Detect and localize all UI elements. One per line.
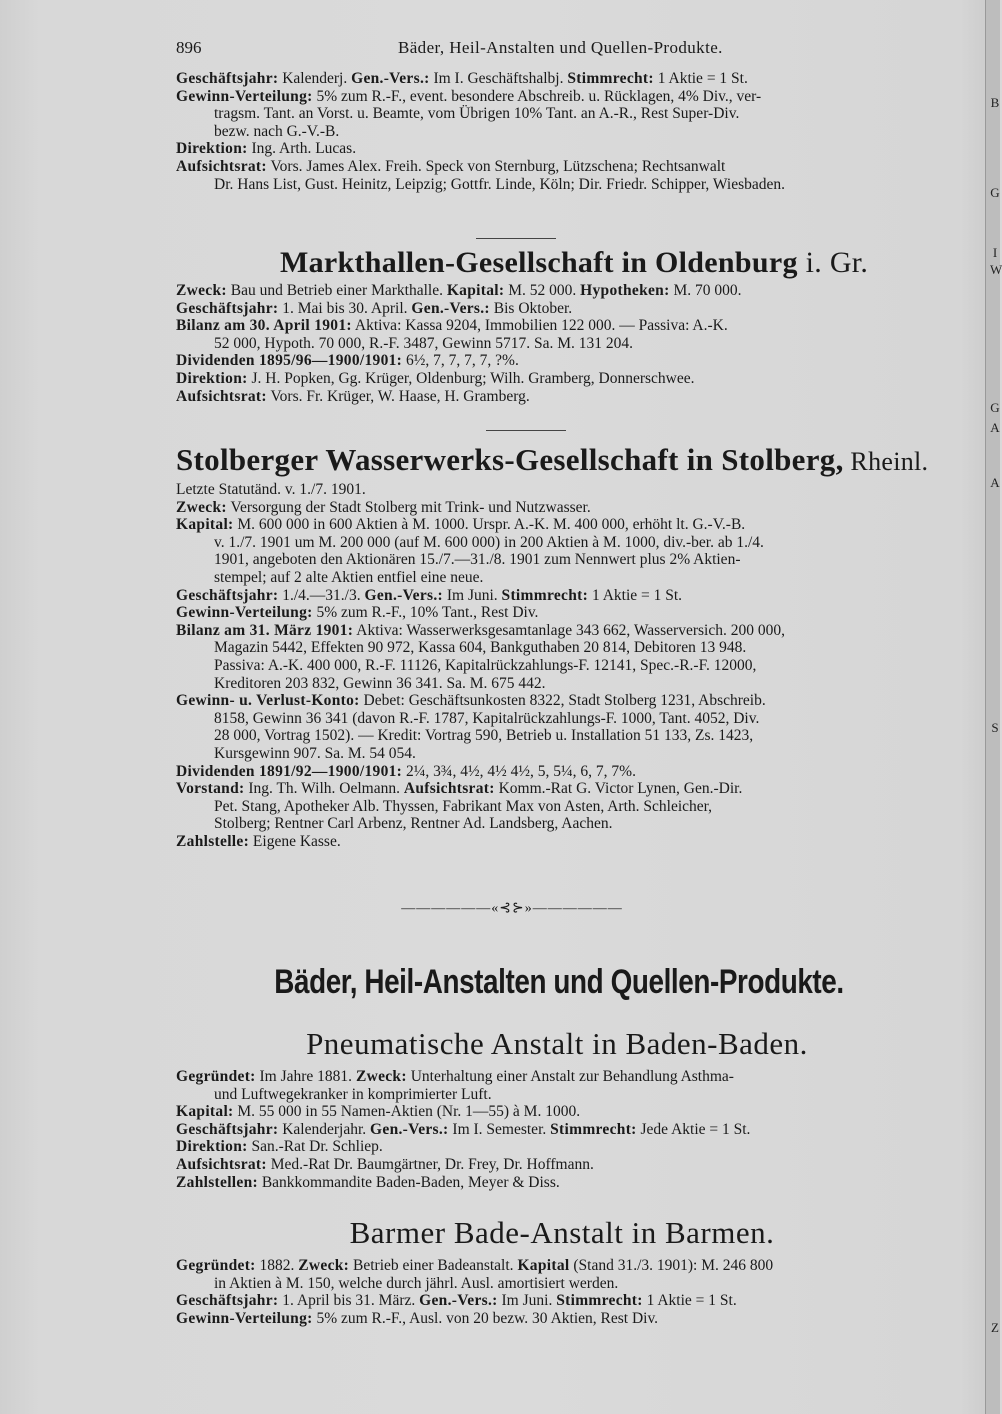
section-heading: Bäder, Heil-Anstalten und Quellen-Produkte. — [274, 963, 844, 1001]
field-text: Dr. Hans List, Gust. Heinitz, Leipzig; Gottfr. Linde, Köln; Dir. Friedr. Schipper, Wiesbaden. — [214, 175, 786, 193]
field-key: Gewinn-Verteilung: — [176, 87, 313, 105]
field-key: Aufsichtsrat: — [176, 157, 267, 175]
text-line — [176, 710, 958, 728]
text-line — [176, 622, 958, 640]
field-key: Aufsichtsrat: — [176, 387, 267, 405]
field-key: Gen.-Vers.: — [351, 70, 430, 87]
text-line — [176, 534, 958, 552]
entry-continued — [176, 70, 958, 193]
text-line — [176, 833, 958, 851]
company-title: Markthallen-Gesellschaft in Oldenburg i. Gr. — [280, 246, 869, 279]
field-key: Bilanz am 30. April 1901: — [176, 317, 352, 335]
field-text: Bis Oktober. — [489, 299, 573, 317]
field-key: Geschäftsjahr: — [176, 1120, 279, 1138]
running-title: Bäder, Heil-Anstalten und Quellen-Produkte. — [398, 38, 723, 57]
field-text: 2¼, 3¾, 4½, 4½ 4½, 5, 5¼, 6, 7, 7%. — [402, 762, 636, 780]
field-text: stempel; auf 2 alte Aktien entfiel eine neue. — [214, 568, 484, 586]
field-key: Aufsichtsrat: — [403, 780, 495, 798]
facing-page-margin-letter: G — [990, 185, 1000, 200]
field-text: Bankkommandite Baden-Baden, Meyer & Diss. — [257, 1173, 560, 1191]
text-line — [176, 1121, 958, 1139]
field-text: Debet: Geschäftsunkosten 8322, Stadt Stolberg 1231, Abschreib. — [359, 692, 766, 710]
facing-page-margin-letter: I — [992, 245, 998, 260]
field-text: Kreditoren 203 832, Gewinn 36 341. Sa. M. 675 442. — [214, 674, 546, 692]
field-key: Kapital: — [176, 516, 234, 534]
text-line — [176, 763, 958, 781]
field-key: Zweck: — [176, 498, 227, 516]
text-line — [176, 675, 958, 693]
field-text: 8158, Gewinn 36 341 (davon R.-F. 1787, Kapitalrückzahlungs-F. 1000, Tant. 4052, Div. — [214, 709, 760, 727]
field-key: Geschäftsjahr: — [176, 70, 279, 87]
field-text: 28 000, Vortrag 1502). — Kredit: Vortrag 590, Betrieb u. Installation 51 133, Zs. 1423, — [214, 727, 754, 745]
entry-barmer-lines — [176, 1257, 958, 1327]
field-key: Geschäftsjahr: — [176, 299, 279, 317]
text-line — [176, 105, 958, 123]
field-key: Stimmrecht: — [556, 1292, 643, 1310]
text-line — [176, 370, 958, 388]
facing-page-margin-letter: B — [990, 95, 1000, 110]
field-text: (Stand 31./3. 1901): M. 246 800 — [569, 1257, 774, 1274]
field-text: in Aktien à M. 150, welche durch jährl. Ausl. amortisiert werden. — [214, 1274, 619, 1292]
field-key: Gen.-Vers.: — [411, 299, 490, 317]
next-page-edge — [985, 0, 1000, 1414]
company-title: Barmer Bade-Anstalt in Barmen. — [349, 1215, 775, 1250]
text-line — [176, 1103, 958, 1121]
field-text: 1./4.—31./3. — [278, 586, 365, 604]
field-key: Dividenden 1891/92—1900/1901: — [176, 762, 403, 780]
field-key: Geschäftsjahr: — [176, 1292, 279, 1310]
text-line — [176, 745, 958, 763]
field-key: Zahlstelle: — [176, 832, 250, 850]
field-text: 1 Aktie = 1 St. — [653, 70, 748, 87]
text-line — [176, 604, 958, 622]
text-line — [176, 1257, 958, 1275]
field-key: Gewinn- u. Verlust-Konto: — [176, 692, 360, 710]
field-text: J. H. Popken, Gg. Krüger, Oldenburg; Wilh. Gramberg, Donnerschwee. — [247, 369, 695, 387]
text-line — [176, 176, 958, 194]
field-text: M. 70 000. — [669, 282, 742, 299]
facing-page-margin-letter: Z — [991, 1320, 999, 1335]
text-line — [176, 798, 958, 816]
field-text: Im Juni. — [497, 1292, 557, 1310]
entry-continued-lines — [176, 70, 958, 193]
facing-page-margin-letter: A — [990, 475, 1000, 490]
field-key: Gen.-Vers.: — [364, 586, 443, 604]
field-key: Direktion: — [176, 140, 248, 158]
field-text: Aktiva: Kassa 9204, Immobilien 122 000. — Passiva: A.-K. — [351, 317, 728, 335]
field-text: Im Jahre 1881. — [255, 1068, 356, 1085]
field-text: Kalenderj. — [278, 70, 352, 87]
entry-markthallen — [176, 246, 958, 405]
text-line — [176, 388, 958, 406]
text-line — [176, 639, 958, 657]
field-key: Kapital — [517, 1257, 570, 1274]
text-line — [176, 499, 958, 517]
field-text: Vors. Fr. Krüger, W. Haase, H. Gramberg. — [266, 387, 530, 405]
field-key: Gegründet: — [176, 1257, 256, 1274]
field-text: Letzte Statutänd. v. 1./7. 1901. — [176, 481, 366, 498]
field-key: Vorstand: — [176, 780, 245, 798]
field-text: Kalenderjahr. — [278, 1120, 371, 1138]
field-text: M. 600 000 in 600 Aktien à M. 1000. Urspr. A.-K. M. 400 000, erhöht lt. G.-V.-B. — [233, 516, 746, 534]
text-line — [176, 1310, 958, 1328]
field-text: Im I. Geschäftshalbj. — [429, 70, 568, 87]
field-key: Hypotheken: — [580, 282, 670, 299]
field-text: 1. April bis 31. März. — [278, 1292, 420, 1310]
company-title: Pneumatische Anstalt in Baden-Baden. — [306, 1026, 808, 1061]
field-key: Stimmrecht: — [550, 1120, 637, 1138]
text-line — [176, 815, 958, 833]
field-text: und Luftwegekranker in komprimierter Luft. — [214, 1085, 492, 1103]
entry-pneumatische — [176, 1026, 958, 1191]
text-line — [176, 317, 958, 335]
text-line — [176, 88, 958, 106]
field-text: 5% zum R.-F., Ausl. von 20 bezw. 30 Aktien, Rest Div. — [312, 1309, 659, 1327]
field-text: Vors. James Alex. Freih. Speck von Sternburg, Lützschena; Rechtsanwalt — [266, 157, 726, 175]
field-text: Kursgewinn 907. Sa. M. 54 054. — [214, 744, 416, 762]
field-key: Bilanz am 31. März 1901: — [176, 621, 354, 639]
field-text: 5% zum R.-F., event. besondere Abschreib. u. Rücklagen, 4% Div., ver- — [312, 87, 762, 105]
field-text: 52 000, Hypoth. 70 000, R.-F. 3487, Gewinn 5717. Sa. M. 131 204. — [214, 334, 633, 352]
text-line — [176, 1156, 958, 1174]
text-line — [176, 1275, 958, 1293]
entry-markthallen-lines — [176, 282, 958, 405]
field-key: Kapital: — [446, 282, 505, 299]
field-key: Aufsichtsrat: — [176, 1155, 267, 1173]
text-line — [176, 481, 958, 499]
field-text: Jede Aktie = 1 St. — [636, 1120, 751, 1138]
field-text: Eigene Kasse. — [249, 832, 341, 850]
field-text: M. 52 000. — [504, 282, 581, 299]
field-text: Stolberg; Rentner Carl Arbenz, Rentner Ad. Landsberg, Aachen. — [214, 815, 613, 833]
field-key: Stimmrecht: — [567, 70, 654, 87]
text-line — [176, 657, 958, 675]
field-text: Ing. Th. Wilh. Oelmann. — [244, 780, 404, 798]
field-text: Betrieb einer Badeanstalt. — [349, 1257, 518, 1274]
field-text: Aktiva: Wasserwerksgesamtanlage 343 662, Wasserversich. 200 000, — [353, 621, 785, 639]
field-key: Gewinn-Verteilung: — [176, 1309, 313, 1327]
facing-page-margin-letter: S — [991, 720, 999, 735]
text-line — [176, 1174, 958, 1192]
field-key: Zweck: — [176, 282, 227, 299]
text-line — [176, 569, 958, 587]
text-line — [176, 516, 958, 534]
field-key: Kapital: — [176, 1103, 234, 1121]
field-text: M. 55 000 in 55 Namen-Aktien (Nr. 1—55) à M. 1000. — [233, 1103, 581, 1121]
text-line — [176, 727, 958, 745]
field-key: Zahlstellen: — [176, 1173, 258, 1191]
field-key: Gegründet: — [176, 1068, 256, 1085]
field-text: 1 Aktie = 1 St. — [588, 586, 683, 604]
field-text: 1901, angeboten den Aktionären 15./7.—31./8. 1901 zum Nennwert plus 2% Aktien- — [214, 551, 741, 569]
field-text: Versorgung der Stadt Stolberg mit Trink- und Nutzwasser. — [226, 498, 591, 516]
text-line — [176, 282, 958, 300]
text-line — [176, 692, 958, 710]
facing-page-margin-letter: G — [990, 400, 1000, 415]
text-line — [176, 1086, 958, 1104]
separator-2 — [176, 430, 958, 431]
text-line — [176, 1292, 958, 1310]
field-text: Im I. Semester. — [448, 1120, 551, 1138]
field-text: v. 1./7. 1901 um M. 200 000 (auf M. 600 000) in 200 Aktien à M. 1000, div.-ber. ab 1./4. — [214, 533, 764, 551]
field-key: Direktion: — [176, 369, 248, 387]
field-text: Pet. Stang, Apotheker Alb. Thyssen, Fabrikant Max von Asten, Arth. Schleicher, — [214, 797, 713, 815]
field-key: Zweck: — [298, 1257, 350, 1274]
text-line — [176, 70, 958, 88]
entry-barmer — [176, 1215, 958, 1327]
field-text: bezw. nach G.-V.-B. — [214, 122, 340, 140]
field-text: Bau und Betrieb einer Markthalle. — [226, 282, 447, 299]
text-line — [176, 140, 958, 158]
field-text: 6½, 7, 7, 7, 7, ?%. — [402, 352, 519, 370]
field-text: Magazin 5442, Effekten 90 972, Kassa 604, Bankguthaben 20 814, Debitoren 13 948. — [214, 639, 747, 657]
separator-1 — [176, 238, 958, 239]
field-key: Direktion: — [176, 1138, 248, 1156]
text-line — [176, 300, 958, 318]
text-line — [176, 335, 958, 353]
field-key: Gewinn-Verteilung: — [176, 604, 313, 622]
page-number: 896 — [176, 38, 202, 57]
entry-pneumatische-lines — [176, 1068, 958, 1191]
text-line — [176, 587, 958, 605]
field-text: 1 Aktie = 1 St. — [642, 1292, 737, 1310]
facing-page-margin-letter: A — [990, 420, 1000, 435]
text-line — [176, 123, 958, 141]
field-key: Gen.-Vers.: — [370, 1120, 449, 1138]
field-text: Komm.-Rat G. Victor Lynen, Gen.-Dir. — [494, 780, 743, 798]
text-line — [176, 780, 958, 798]
field-key: Stimmrecht: — [501, 586, 589, 604]
field-text: Med.-Rat Dr. Baumgärtner, Dr. Frey, Dr. Hoffmann. — [266, 1155, 594, 1173]
field-text: tragsm. Tant. an Vorst. u. Beamte, vom Übrigen 10% Tant. an A.-R., Rest Super-Div. — [214, 105, 740, 123]
section-ornament: ——————«⊰⊱»—————— — [401, 901, 623, 916]
field-key: Geschäftsjahr: — [176, 586, 279, 604]
field-key: Gen.-Vers.: — [419, 1292, 498, 1310]
entry-stolberger-lines — [176, 481, 958, 850]
facing-page-margin-letter: W — [990, 262, 1002, 277]
field-text: Unterhaltung einer Anstalt zur Behandlung Asthma- — [406, 1068, 734, 1085]
text-line — [176, 1138, 958, 1156]
field-text: 1882. — [255, 1257, 299, 1274]
field-key: Dividenden 1895/96—1900/1901: — [176, 352, 403, 370]
text-line — [176, 158, 958, 176]
field-key: Zweck: — [355, 1068, 407, 1085]
entry-stolberger — [176, 443, 958, 850]
text-line — [176, 1068, 958, 1086]
field-text: Im Juni. — [442, 586, 502, 604]
field-text: Ing. Arth. Lucas. — [247, 140, 357, 158]
field-text: 1. Mai bis 30. April. — [278, 299, 412, 317]
text-line — [176, 352, 958, 370]
field-text: Passiva: A.-K. 400 000, R.-F. 11126, Kapitalrückzahlungs-F. 12141, Spec.-R.-F. 12000, — [214, 656, 757, 674]
field-text: San.-Rat Dr. Schliep. — [247, 1138, 383, 1156]
text-line — [176, 551, 958, 569]
field-text: 5% zum R.-F., 10% Tant., Rest Div. — [312, 604, 539, 622]
company-title: Stolberger Wasserwerks-Gesellschaft in Stolberg, Rheinl. — [176, 442, 929, 477]
